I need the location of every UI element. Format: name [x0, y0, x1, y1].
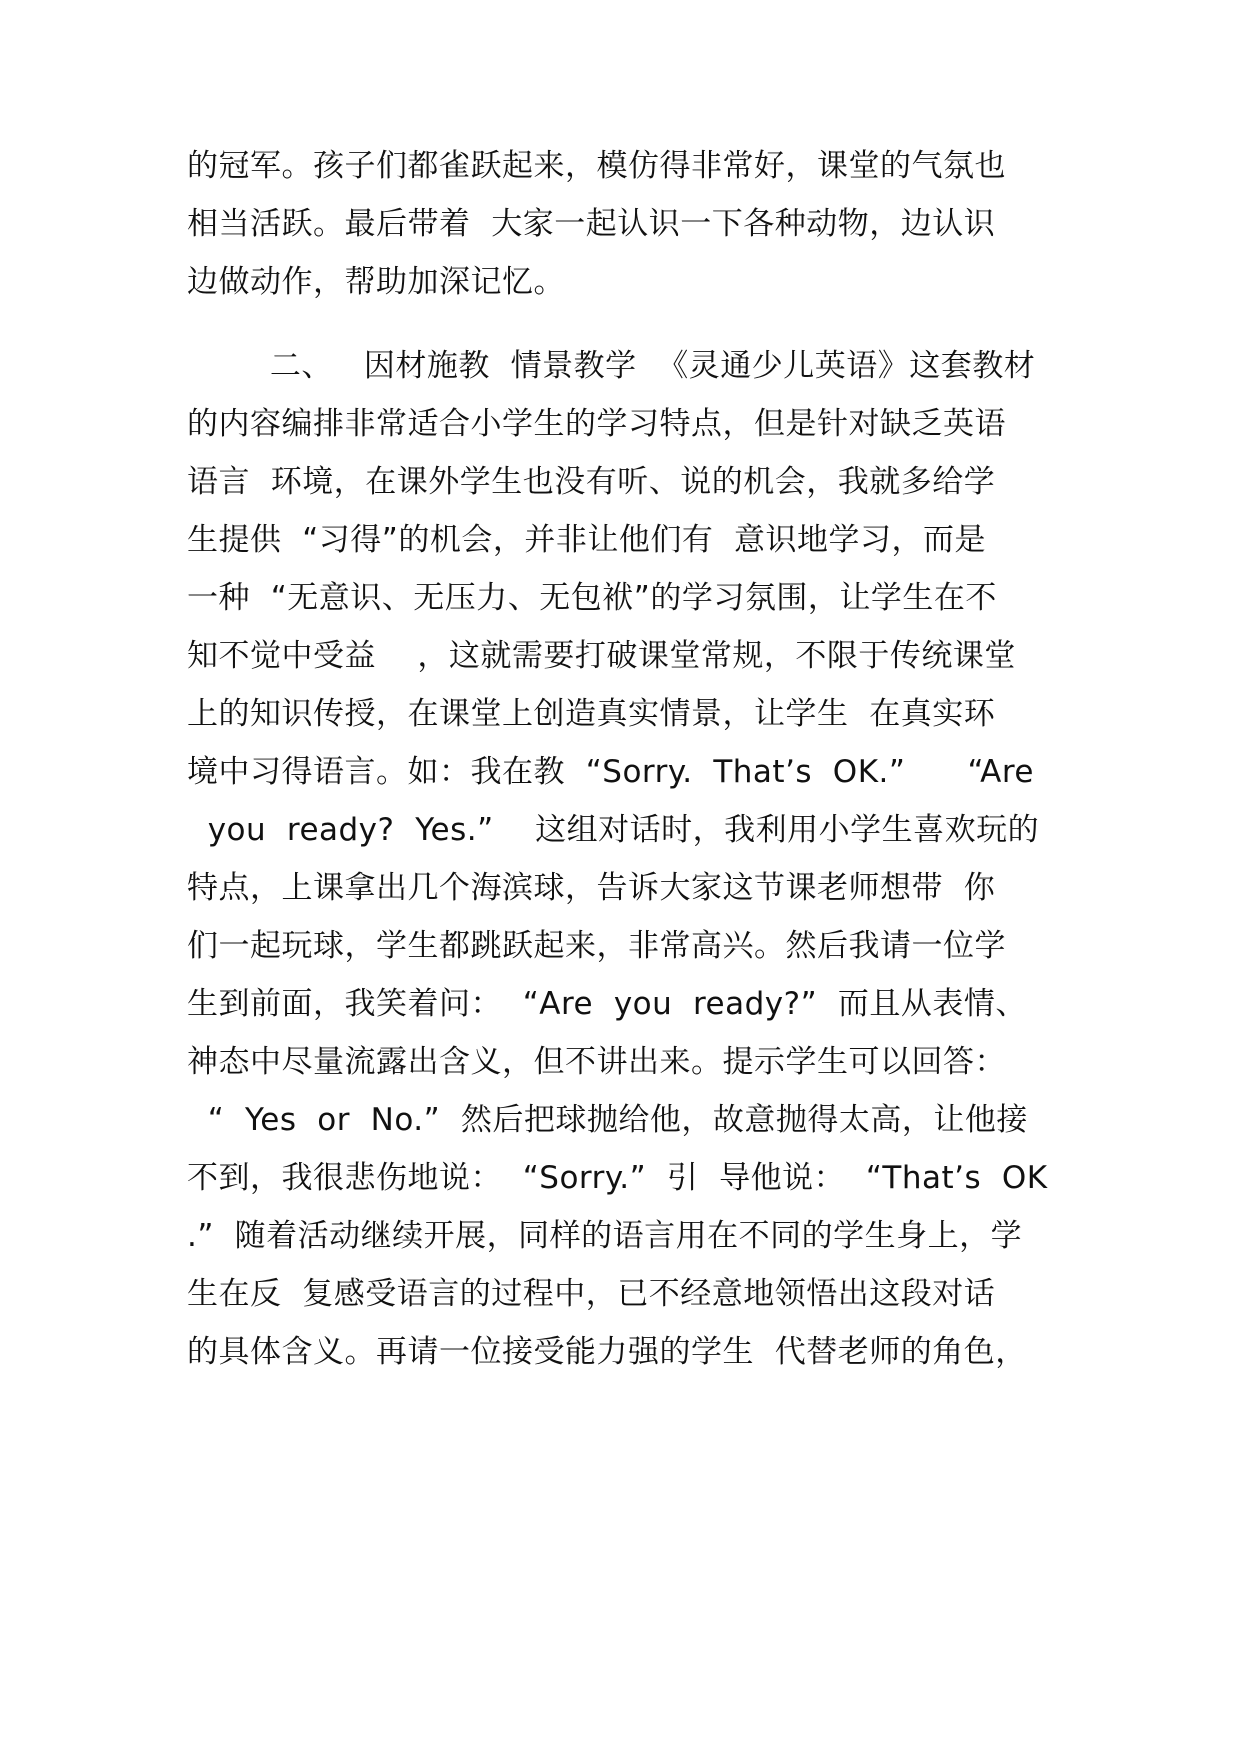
- text-line: 上的知识传授，在课堂上创造真实情景，让学生 在真实环: [187, 696, 996, 732]
- text-line: you ready? Yes.” 这组对话时，我利用小学生喜欢玩的: [187, 812, 1040, 848]
- text-line: 的具体含义。再请一位接受能力强的学生 代替老师的角色，: [187, 1334, 1027, 1370]
- text-line: 神态中尽量流露出含义，但不讲出来。提示学生可以回答：: [187, 1044, 1006, 1080]
- text-line: 一种 “无意识、无压力、无包袱”的学习氛围，让学生在不: [187, 580, 997, 616]
- text-line: 知不觉中受益 ，这就需要打破课堂常规，不限于传统课堂: [187, 638, 1016, 674]
- text-line: 们一起玩球，学生都跳跃起来，非常高兴。然后我请一位学: [187, 928, 1006, 964]
- text-line: 生到前面，我笑着问： “Are you ready?” 而且从表情、: [187, 986, 1027, 1022]
- text-line: .” 随着活动继续开展，同样的语言用在不同的学生身上，学: [187, 1218, 1023, 1254]
- text-line: 相当活跃。最后带着 大家一起认识一下各种动物，边认识: [187, 206, 996, 242]
- text-line: 二、 因材施教 情景教学 《灵通少儿英语》这套教材: [187, 348, 1036, 384]
- text-line: 不到，我很悲伤地说： “Sorry.” 引 导他说： “That’s OK: [187, 1160, 1048, 1196]
- text-line: 语言 环境，在课外学生也没有听、说的机会，我就多给学: [187, 464, 996, 500]
- text-line: 生在反 复感受语言的过程中，已不经意地领悟出这段对话: [187, 1276, 996, 1312]
- text-line: 的内容编排非常适合小学生的学习特点，但是针对缺乏英语: [187, 406, 1006, 442]
- text-line: 边做动作，帮助加深记忆。: [187, 264, 565, 300]
- text-line: “ Yes or No.” 然后把球抛给他，故意抛得太高，让他接: [187, 1102, 1028, 1138]
- text-line: 生提供 “习得”的机会，并非让他们有 意识地学习，而是: [187, 522, 987, 558]
- text-line: 境中习得语言。如：我在教 “Sorry. That’s OK.” “Are: [187, 754, 1034, 790]
- text-line: 特点，上课拿出几个海滨球，告诉大家这节课老师想带 你: [187, 870, 996, 906]
- text-line: 的冠军。孩子们都雀跃起来，模仿得非常好，课堂的气氛也: [187, 148, 1006, 184]
